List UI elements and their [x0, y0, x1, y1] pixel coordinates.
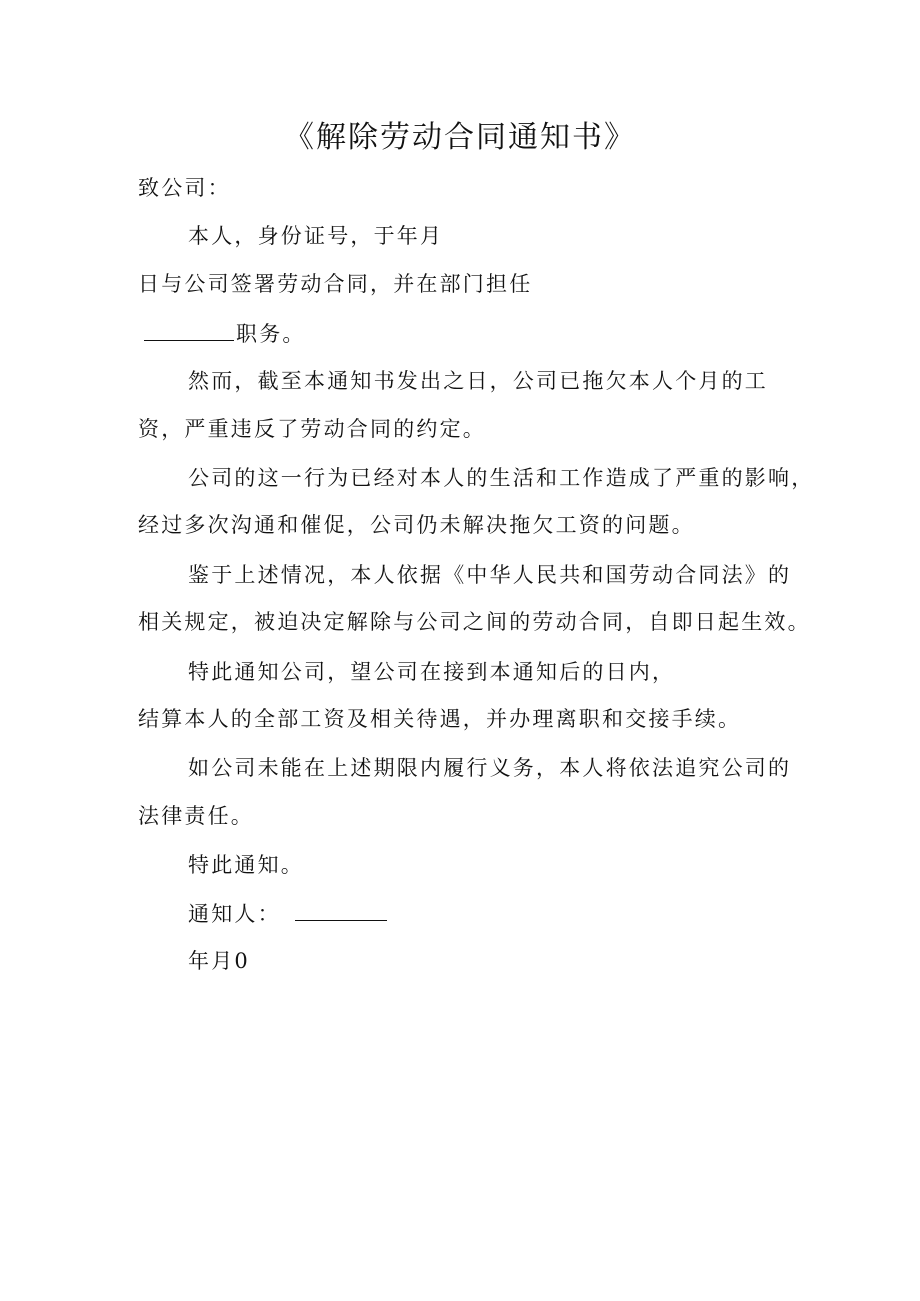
paragraph-2-line-2: 资，严重违反了劳动合同的约定。 [138, 417, 486, 441]
paragraph-4-line-1: 鉴于上述情况，本人依据《中华人民共和国劳动合同法》的 [188, 563, 792, 587]
signature-line [188, 898, 387, 929]
paragraph-1-line-1: 本人，身份证号，于年月 [188, 224, 444, 248]
signature-label: 通知人： [188, 902, 281, 926]
paragraph-5-line-1: 特此通知公司，望公司在接到本通知后的日内， [188, 660, 676, 684]
duty-suffix: 职务。 [236, 322, 306, 346]
paragraph-1-line-2: 日与公司签署劳动合同，并在部门担任 [138, 272, 533, 296]
duty-blank-field[interactable] [144, 318, 234, 341]
paragraph-3-line-2: 经过多次沟通和催促，公司仍未解决拖欠工资的问题。 [138, 513, 695, 537]
paragraph-5-line-2: 结算本人的全部工资及相关待遇，并办理离职和交接手续。 [138, 707, 742, 731]
paragraph-3-line-1: 公司的这一行为已经对本人的生活和工作造成了严重的影响， [188, 466, 815, 490]
salutation: 致公司： [138, 176, 231, 200]
closing-line: 特此通知。 [188, 853, 304, 877]
paragraph-1-line-3 [144, 318, 306, 349]
paragraph-6-line-1: 如公司未能在上述期限内履行义务，本人将依法追究公司的 [188, 756, 792, 780]
date-line: 年月0 [188, 949, 250, 973]
signature-blank-field[interactable] [295, 898, 387, 921]
paragraph-2-line-1: 然而，截至本通知书发出之日，公司已拖欠本人个月的工 [188, 369, 768, 393]
paragraph-6-line-2: 法律责任。 [138, 804, 254, 828]
document-title: 《解除劳动合同通知书》 [284, 120, 636, 155]
paragraph-4-line-2: 相关规定，被迫决定解除与公司之间的劳动合同，自即日起生效。 [138, 610, 811, 634]
